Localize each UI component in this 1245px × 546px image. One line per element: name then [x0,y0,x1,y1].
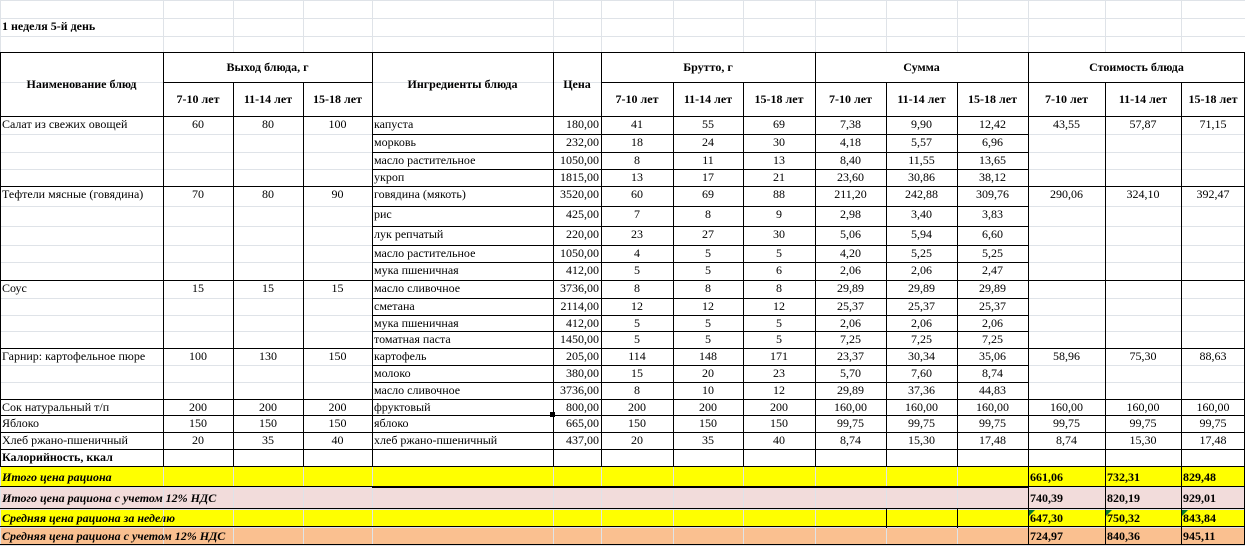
ingredient-brutto[interactable]: 17 [702,170,714,184]
ingredient-sum[interactable]: 23,60 [837,170,864,184]
ingredient-price[interactable]: 180,00 [566,117,599,131]
ingredient-price[interactable]: 437,00 [566,433,599,447]
ingredient-sum[interactable]: 8,40 [840,153,861,167]
ingredient-brutto[interactable]: 23 [631,227,643,241]
ingredient-brutto[interactable]: 10 [702,383,714,397]
ingredient-name[interactable]: масло растительное [374,246,476,260]
ingredient-sum[interactable]: 5,06 [840,227,861,241]
ingredient-sum[interactable]: 25,37 [979,299,1006,313]
dish-cost[interactable]: 15,30 [1129,433,1157,447]
dish-name[interactable]: Сок натуральный т/п [2,400,110,414]
ingredient-price[interactable]: 1050,00 [560,246,599,260]
ingredient-brutto[interactable]: 8 [705,281,711,295]
ingredient-name[interactable]: фруктовый [374,400,431,414]
ingredient-sum[interactable]: 8,74 [840,433,861,447]
ingredient-sum[interactable]: 3,40 [911,207,932,221]
selected-cell-outline [372,399,554,416]
ingredient-brutto[interactable]: 5 [634,332,640,346]
dish-yield[interactable]: 15 [331,281,344,295]
dish-yield[interactable]: 100 [189,349,207,363]
dish-yield[interactable]: 150 [259,416,277,430]
ingredient-sum[interactable]: 7,25 [982,332,1003,346]
ingredient-name[interactable]: яблоко [374,416,409,430]
ingredient-brutto[interactable]: 9 [776,207,782,221]
ingredient-brutto[interactable]: 13 [773,153,785,167]
ingredient-sum[interactable]: 29,89 [837,383,864,397]
ingredient-sum[interactable]: 11,55 [908,153,935,167]
header-age-1[interactable]: 11-14 лет [1118,92,1168,106]
ingredient-brutto[interactable]: 12 [631,299,643,313]
ingredient-sum[interactable]: 23,37 [837,349,864,363]
total-value[interactable]: 929,01 [1183,491,1216,505]
ingredient-brutto[interactable]: 20 [631,433,643,447]
dish-yield[interactable]: 35 [262,433,274,447]
ingredient-brutto[interactable]: 200 [699,400,717,414]
total-label[interactable]: Средняя цена рациона за неделю [2,511,175,525]
ingredient-sum[interactable]: 2,06 [982,316,1003,330]
gridline [0,36,1245,37]
ingredient-sum[interactable]: 5,25 [911,246,932,260]
ingredient-brutto[interactable]: 11 [702,153,714,167]
ingredient-name[interactable]: масло сливочное [374,281,461,295]
header-yield[interactable]: Выход блюда, г [226,60,309,74]
header-age-1[interactable]: 11-14 лет [897,92,946,106]
ingredient-brutto[interactable]: 8 [634,153,640,167]
ingredient-price[interactable]: 220,00 [566,227,599,241]
dish-yield[interactable]: 150 [189,416,207,430]
dish-cost[interactable]: 99,75 [1199,416,1227,430]
total-value[interactable]: 945,11 [1183,529,1216,543]
ingredient-sum[interactable]: 2,06 [911,263,932,277]
ingredient-price[interactable]: 2114,00 [560,299,599,313]
ingredient-sum[interactable]: 160,00 [834,400,867,414]
dish-cost[interactable] [1105,280,1181,348]
error-indicator-icon[interactable] [1106,510,1112,516]
ingredient-name[interactable]: картофель [374,349,427,363]
dish-cost[interactable]: 392,47 [1196,187,1230,201]
header-brutto[interactable]: Брутто, г [683,60,733,74]
ingredient-sum[interactable]: 5,25 [982,246,1003,260]
ingredient-sum[interactable]: 99,75 [908,416,935,430]
error-indicator-icon[interactable] [1029,510,1035,516]
ingredient-price[interactable]: 412,00 [566,263,599,277]
ingredient-sum[interactable]: 5,70 [840,366,861,380]
ingredient-name[interactable]: укроп [374,170,405,184]
ingredient-brutto[interactable]: 5 [776,246,782,260]
ingredient-sum[interactable]: 38,12 [979,170,1006,184]
ingredient-name[interactable]: сметана [374,299,415,313]
ingredient-sum[interactable]: 211,20 [834,187,867,201]
ingredient-sum[interactable]: 30,86 [908,170,935,184]
ingredient-sum[interactable]: 5,57 [911,135,932,149]
ingredient-brutto[interactable]: 12 [773,383,785,397]
ingredient-name[interactable]: капуста [374,117,414,131]
dish-cost[interactable]: 290,06 [1050,187,1083,201]
ingredient-name[interactable]: мука пшеничная [374,316,459,330]
dish-name[interactable]: Соус [2,281,27,295]
ingredient-brutto[interactable]: 5 [705,246,711,260]
ingredient-brutto[interactable]: 5 [705,316,711,330]
total-label[interactable]: Итого цена рациона [2,469,112,484]
ingredient-sum[interactable]: 30,34 [908,349,935,363]
error-indicator-icon[interactable] [1182,510,1188,516]
header-dish-name[interactable]: Наименование блюд [26,77,137,91]
ingredient-sum[interactable]: 25,37 [908,299,935,313]
ingredient-brutto[interactable]: 5 [634,316,640,330]
header-cost[interactable]: Стоимость блюда [1089,60,1184,74]
dish-cost[interactable]: 99,75 [1129,416,1157,430]
dish-yield[interactable]: 80 [262,187,274,201]
total-label[interactable]: Итого цена рациона с учетом 12% НДС [2,491,217,505]
total-label[interactable]: Средняя цена рациона с учетом 12% НДС [2,529,226,543]
dish-cost[interactable]: 75,30 [1129,349,1157,363]
dish-cost[interactable]: 8,74 [1056,433,1077,447]
fill-handle[interactable] [550,412,555,417]
ingredient-sum[interactable]: 35,06 [979,349,1006,363]
ingredient-brutto[interactable]: 69 [773,117,785,131]
dish-cost[interactable]: 58,96 [1053,349,1080,363]
ingredient-brutto[interactable]: 24 [702,135,714,149]
sheet-title[interactable]: 1 неделя 5-й день [2,19,96,33]
ingredient-price[interactable]: 412,00 [566,316,599,330]
ingredient-sum[interactable]: 5,94 [911,227,932,241]
ingredient-price[interactable]: 1050,00 [560,153,599,167]
ingredient-name[interactable]: томатная паста [374,332,451,346]
ingredient-brutto[interactable]: 69 [702,187,714,201]
ingredient-sum[interactable]: 160,00 [905,400,938,414]
dish-cost[interactable]: 17,48 [1199,433,1227,447]
ingredient-brutto[interactable]: 30 [773,135,785,149]
dish-yield[interactable]: 15 [192,281,204,295]
ingredient-sum[interactable]: 7,38 [840,117,861,131]
dish-cost[interactable]: 160,00 [1126,400,1160,414]
ingredient-price[interactable]: 232,00 [566,135,599,149]
ingredient-brutto[interactable]: 27 [702,227,714,241]
dish-yield[interactable]: 20 [192,433,204,447]
ingredient-sum[interactable]: 13,65 [979,153,1006,167]
ingredient-brutto[interactable]: 60 [631,187,643,201]
ingredient-brutto[interactable]: 40 [773,433,785,447]
ingredient-price[interactable]: 3736,00 [560,281,599,295]
total-value[interactable]: 724,97 [1030,529,1063,543]
header-sum[interactable]: Сумма [903,60,940,74]
total-value[interactable]: 840,36 [1107,529,1140,543]
ingredient-price[interactable]: 800,00 [566,400,599,414]
total-value[interactable]: 750,32 [1107,511,1140,525]
header-age-2[interactable]: 15-18 лет [968,92,1017,106]
ingredient-brutto[interactable]: 20 [702,366,714,380]
ingredient-brutto[interactable]: 200 [628,400,646,414]
ingredient-name[interactable]: говядина (мякоть) [374,187,466,201]
ingredient-name[interactable]: молоко [374,366,411,380]
dish-yield[interactable]: 40 [331,433,344,447]
dish-name[interactable]: Хлеб ржано-пшеничный [2,433,128,447]
ingredient-sum[interactable]: 9,90 [911,117,932,131]
ingredient-name[interactable]: лук репчатый [374,227,444,241]
ingredient-sum[interactable]: 44,83 [979,383,1006,397]
ingredient-sum[interactable]: 7,25 [911,332,932,346]
ingredient-price[interactable]: 425,00 [566,207,599,221]
total-value[interactable]: 661,06 [1030,469,1063,484]
header-age-1[interactable]: 11-14 лет [683,92,733,106]
ingredient-brutto[interactable]: 13 [631,170,643,184]
dish-yield[interactable]: 200 [328,400,347,414]
calories-label[interactable]: Калорийность, ккал [2,450,113,464]
ingredient-brutto[interactable]: 200 [770,400,788,414]
ingredient-brutto[interactable]: 8 [634,281,640,295]
ingredient-brutto[interactable]: 150 [628,416,646,430]
ingredient-sum[interactable]: 99,75 [837,416,864,430]
ingredient-price[interactable]: 665,00 [566,416,599,430]
ingredient-brutto[interactable]: 55 [702,117,714,131]
dish-name[interactable]: Яблоко [2,416,40,430]
dish-name[interactable]: Салат из свежих овощей [2,117,128,131]
ingredient-brutto[interactable]: 6 [776,263,782,277]
ingredient-sum[interactable]: 29,89 [837,281,864,295]
ingredient-sum[interactable]: 4,18 [840,135,861,149]
ingredient-price[interactable]: 1450,00 [560,332,599,346]
header-price[interactable]: Цена [563,77,591,91]
ingredient-brutto[interactable]: 15 [631,366,643,380]
ingredient-name[interactable]: рис [374,207,392,221]
ingredient-brutto[interactable]: 148 [699,349,717,363]
ingredient-sum[interactable]: 17,48 [979,433,1006,447]
header-age-0[interactable]: 7-10 лет [1045,92,1088,106]
gridline [0,0,1245,1]
ingredient-brutto[interactable]: 4 [634,246,640,260]
ingredient-brutto[interactable]: 171 [770,349,788,363]
header-age-2[interactable]: 15-18 лет [1188,92,1238,106]
ingredient-sum[interactable]: 4,20 [840,246,861,260]
dish-yield[interactable]: 200 [259,400,277,414]
ingredient-sum[interactable]: 37,36 [908,383,935,397]
ingredient-brutto[interactable]: 21 [773,170,785,184]
dish-cost[interactable] [1028,280,1105,348]
dish-cost[interactable]: 324,10 [1126,187,1160,201]
ingredient-brutto[interactable]: 18 [631,135,643,149]
ingredient-name[interactable]: хлеб ржано-пшеничный [374,433,498,447]
dish-cost[interactable] [1181,280,1245,348]
ingredient-sum[interactable]: 2,06 [840,316,861,330]
total-value[interactable]: 829,48 [1183,469,1216,484]
total-value[interactable]: 647,30 [1030,511,1063,525]
ingredient-sum[interactable]: 2,47 [982,263,1003,277]
dish-yield[interactable]: 100 [328,117,347,131]
ingredient-brutto[interactable]: 5 [776,316,782,330]
ingredient-sum[interactable]: 160,00 [976,400,1009,414]
ingredient-sum[interactable]: 12,42 [979,117,1006,131]
dish-yield[interactable]: 70 [192,187,204,201]
ingredient-brutto[interactable]: 8 [776,281,782,295]
ingredient-sum[interactable]: 25,37 [837,299,864,313]
ingredient-brutto[interactable]: 35 [702,433,714,447]
header-age-0[interactable]: 7-10 лет [176,92,220,106]
dish-cost[interactable]: 71,15 [1199,117,1227,131]
total-value[interactable]: 740,39 [1030,491,1063,505]
total-value[interactable]: 843,84 [1183,511,1216,525]
header-age-0[interactable]: 7-10 лет [615,92,659,106]
ingredient-sum[interactable]: 6,60 [982,227,1003,241]
header-age-2[interactable]: 15-18 лет [754,92,804,106]
dish-cost[interactable]: 57,87 [1129,117,1157,131]
ingredient-price[interactable]: 3736,00 [560,383,599,397]
ingredient-brutto[interactable]: 5 [776,332,782,346]
dish-yield[interactable]: 15 [262,281,274,295]
ingredient-sum[interactable]: 309,76 [976,187,1009,201]
ingredient-price[interactable]: 380,00 [566,366,599,380]
ingredient-price[interactable]: 205,00 [566,349,599,363]
ingredient-sum[interactable]: 2,06 [911,316,932,330]
dish-yield[interactable]: 200 [189,400,207,414]
ingredient-brutto[interactable]: 150 [699,416,717,430]
ingredient-brutto[interactable]: 5 [634,263,640,277]
ingredient-brutto[interactable]: 114 [628,349,646,363]
ingredient-brutto[interactable]: 12 [702,299,714,313]
ingredient-sum[interactable]: 99,75 [979,416,1006,430]
ingredient-name[interactable]: масло сливочное [374,383,461,397]
dish-name[interactable]: Гарнир: картофельное пюре [2,349,146,363]
dish-cost[interactable]: 160,00 [1050,400,1083,414]
ingredient-brutto[interactable]: 5 [705,263,711,277]
ingredient-brutto[interactable]: 41 [631,117,643,131]
border [0,449,1245,450]
ingredient-brutto[interactable]: 5 [705,332,711,346]
header-ingredients[interactable]: Ингредиенты блюда [407,77,518,91]
dish-yield[interactable]: 150 [328,416,347,430]
ingredient-sum[interactable]: 2,06 [840,263,861,277]
ingredient-sum[interactable]: 2,98 [840,207,861,221]
ingredient-sum[interactable]: 8,74 [982,366,1003,380]
ingredient-brutto[interactable]: 12 [773,299,785,313]
ingredient-sum[interactable]: 7,25 [840,332,861,346]
dish-cost[interactable]: 43,55 [1053,117,1080,131]
total-value[interactable]: 732,31 [1107,469,1140,484]
ingredient-sum[interactable]: 6,96 [982,135,1003,149]
ingredient-sum[interactable]: 15,30 [908,433,935,447]
ingredient-brutto[interactable]: 8 [705,207,711,221]
ingredient-brutto[interactable]: 88 [773,187,785,201]
ingredient-brutto[interactable]: 7 [634,207,640,221]
ingredient-name[interactable]: морковь [374,135,416,149]
ingredient-price[interactable]: 1815,00 [560,170,599,184]
dish-cost[interactable]: 99,75 [1053,416,1080,430]
ingredient-sum[interactable]: 3,83 [982,207,1003,221]
dish-yield[interactable]: 80 [262,117,274,131]
dish-yield[interactable]: 60 [192,117,204,131]
total-value[interactable]: 820,19 [1107,491,1140,505]
ingredient-sum[interactable]: 7,60 [911,366,932,380]
ingredient-brutto[interactable]: 150 [770,416,788,430]
dish-yield[interactable]: 90 [331,187,344,201]
dish-cost[interactable]: 160,00 [1196,400,1230,414]
header-age-1[interactable]: 11-14 лет [243,92,293,106]
ingredient-brutto[interactable]: 30 [773,227,785,241]
dish-yield[interactable]: 150 [328,349,347,363]
ingredient-name[interactable]: мука пшеничная [374,263,459,277]
ingredient-brutto[interactable]: 23 [773,366,785,380]
ingredient-sum[interactable]: 242,88 [905,187,938,201]
ingredient-brutto[interactable]: 8 [634,383,640,397]
ingredient-sum[interactable]: 29,89 [908,281,935,295]
header-age-2[interactable]: 15-18 лет [313,92,362,106]
ingredient-name[interactable]: масло растительное [374,153,476,167]
dish-cost[interactable]: 88,63 [1199,349,1227,363]
dish-yield[interactable]: 130 [259,349,277,363]
header-age-0[interactable]: 7-10 лет [829,92,872,106]
ingredient-price[interactable]: 3520,00 [560,187,599,201]
ingredient-sum[interactable]: 29,89 [979,281,1006,295]
dish-name[interactable]: Тефтели мясные (говядина) [2,187,144,201]
